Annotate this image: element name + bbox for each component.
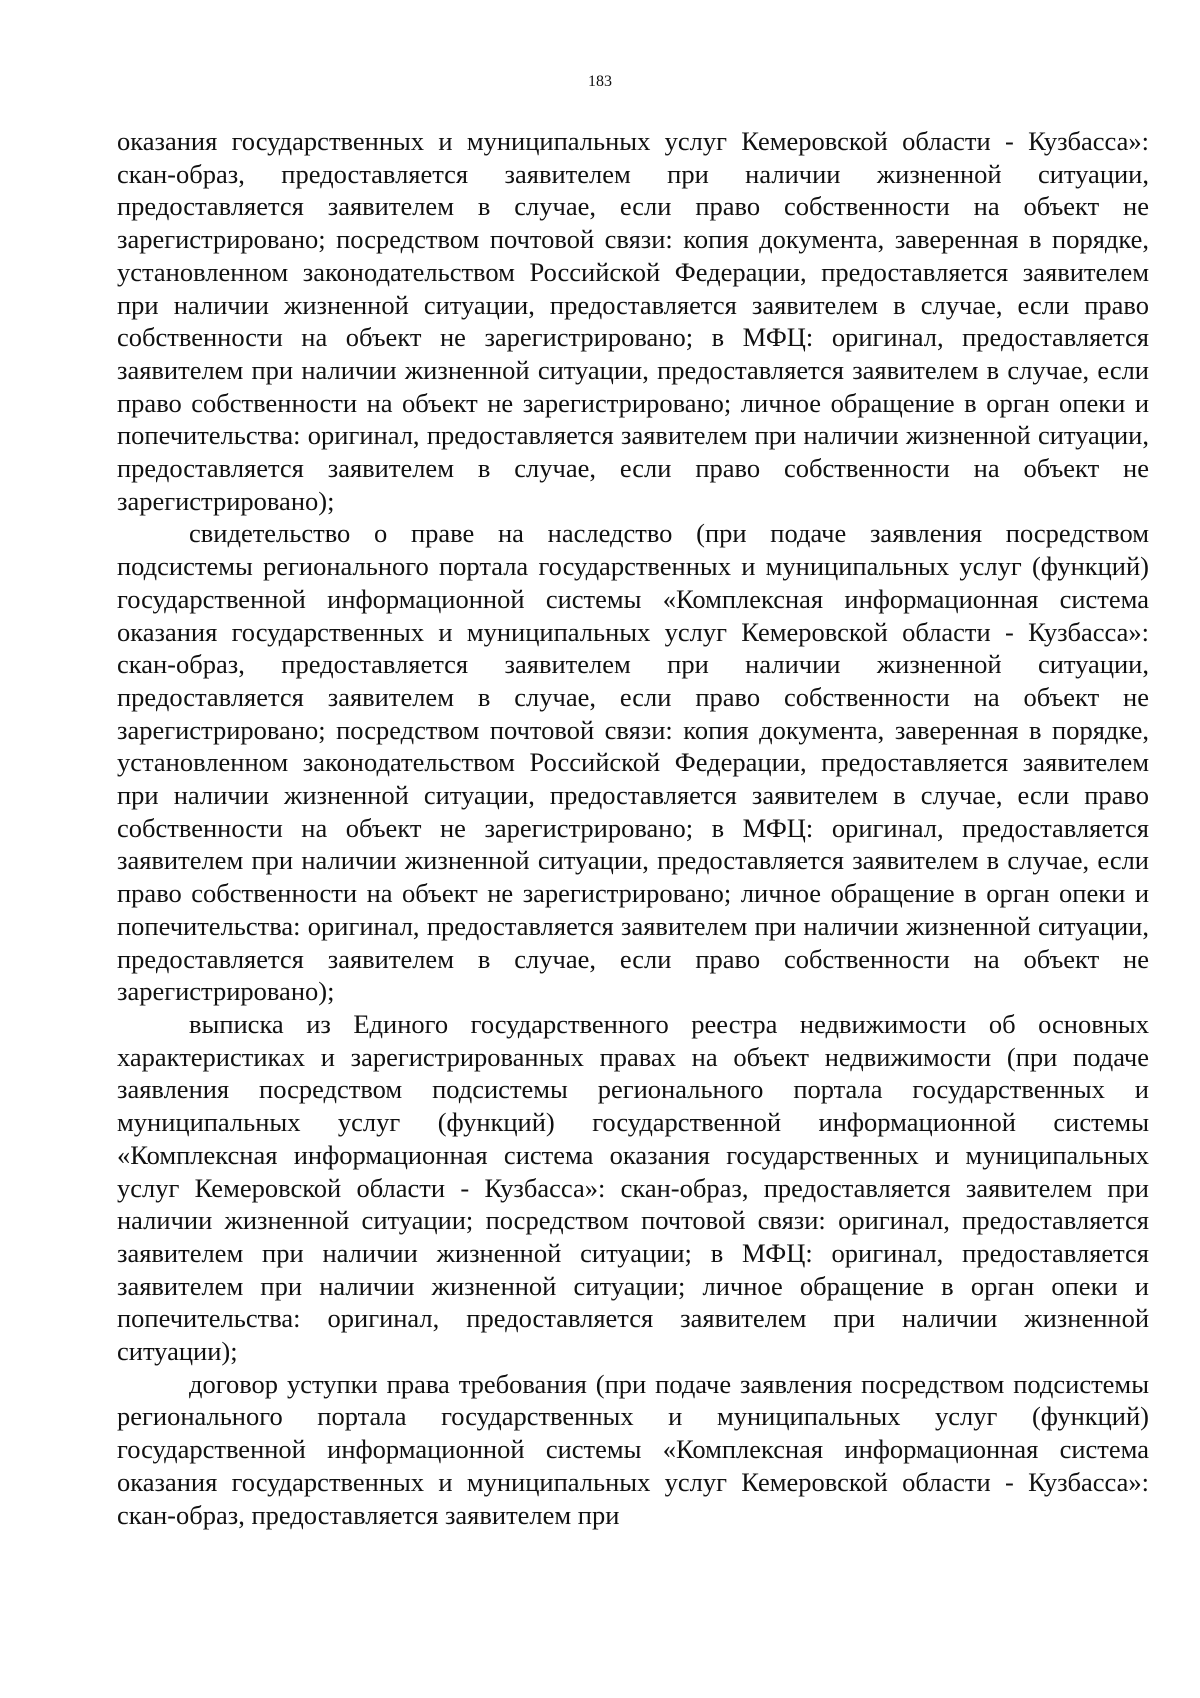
- paragraph: договор уступки права требования (при подаче заявления посредством подсистемы регионального портала государственных и муниципальных услуг (функций) государственной информационной системы «Комплексная информационная система оказания государственных и муниципальных услуг Кемеровской области - Кузбасса»: скан-образ, предоставляется заявителем при: [117, 1368, 1149, 1530]
- paragraph: выписка из Единого государственного реестра недвижимости об основных характеристиках и зарегистрированных правах на объект недвижимости (при подаче заявления посредством подсистемы регионального портала государственных и муниципальных услуг (функций) государственной информационной системы «Комплексная информационная система оказания государственных и муниципальных услуг Кемеровской области - Кузбасса»: скан-образ, предоставляется заявителем при наличии жизненной ситуации; посредством почтовой связи: оригинал, предоставляется заявителем при наличии жизненной ситуации; в МФЦ: оригинал, предоставляется заявителем при наличии жизненной ситуации; личное обращение в орган опеки и попечительства: оригинал, предоставляется заявителем при наличии жизненной ситуации);: [117, 1008, 1149, 1367]
- paragraph: оказания государственных и муниципальных услуг Кемеровской области - Кузбасса»: скан-образ, предоставляется заявителем при наличии жизненной ситуации, предоставляется заявителем в случае, если право собственности на объект не зарегистрировано; посредством почтовой связи: копия документа, заверенная в порядке, установленном законодательством Российской Федерации, предоставляется заявителем при наличии жизненной ситуации, предоставляется заявителем в случае, если право собственности на объект не зарегистрировано; в МФЦ: оригинал, предоставляется заявителем при наличии жизненной ситуации, предоставляется заявителем в случае, если право собственности на объект не зарегистрировано; личное обращение в орган опеки и попечительства: оригинал, предоставляется заявителем при наличии жизненной ситуации, предоставляется заявителем в случае, если право собственности на объект не зарегистрировано);: [117, 126, 1149, 516]
- document-body: [117, 125, 1149, 1531]
- paragraph: свидетельство о праве на наследство (при подаче заявления посредством подсистемы регионального портала государственных и муниципальных услуг (функций) государственной информационной системы «Комплексная информационная система оказания государственных и муниципальных услуг Кемеровской области - Кузбасса»: скан-образ, предоставляется заявителем при наличии жизненной ситуации, предоставляется заявителем в случае, если право собственности на объект не зарегистрировано; посредством почтовой связи: копия документа, заверенная в порядке, установленном законодательством Российской Федерации, предоставляется заявителем при наличии жизненной ситуации, предоставляется заявителем в случае, если право собственности на объект не зарегистрировано; в МФЦ: оригинал, предоставляется заявителем при наличии жизненной ситуации, предоставляется заявителем в случае, если право собственности на объект не зарегистрировано; личное обращение в орган опеки и попечительства: оригинал, предоставляется заявителем при наличии жизненной ситуации, предоставляется заявителем в случае, если право собственности на объект не зарегистрировано);: [117, 518, 1149, 1007]
- page-number: 183: [588, 73, 612, 90]
